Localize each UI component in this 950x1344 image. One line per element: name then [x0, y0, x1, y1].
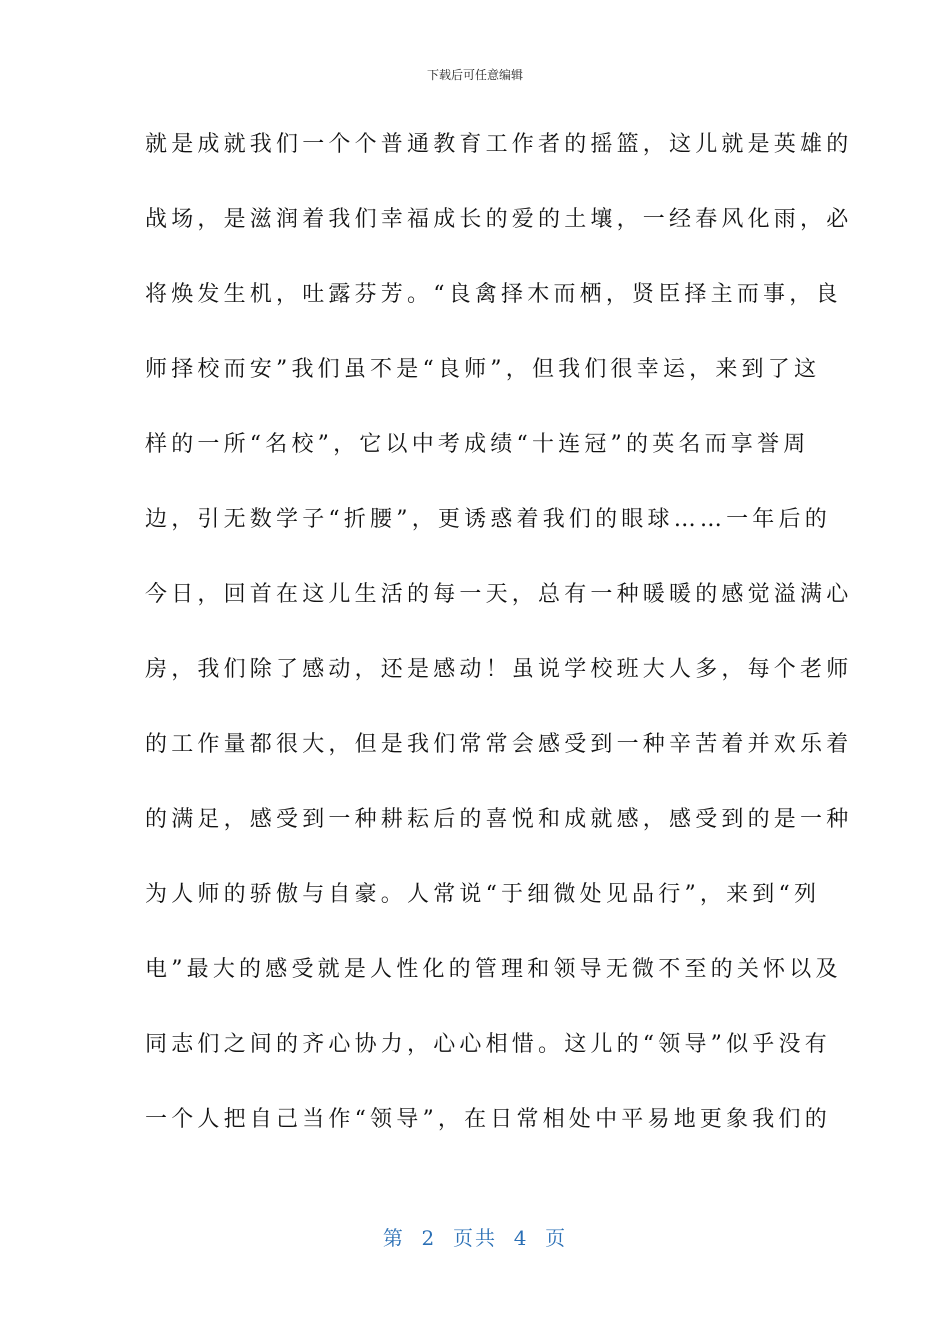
- text-line: 同志们之间的齐心协力，心心相惜。这儿的“领导”似乎没有: [145, 1032, 831, 1057]
- text-line: 房，我们除了感动，还是感动！虽说学校班大人多，每个老师: [145, 657, 853, 682]
- text-line: 师择校而安”我们虽不是“良师”，但我们很幸运，来到了这: [145, 357, 821, 382]
- text-line: 的工作量都很大，但是我们常常会感受到一种辛苦着并欢乐着: [145, 732, 853, 757]
- text-line: 样的一所“名校”，它以中考成绩“十连冠”的英名而享誉周: [145, 432, 810, 457]
- text-line: 的满足，感受到一种耕耘后的喜悦和成就感，感受到的是一种: [145, 807, 853, 832]
- page-number-footer: 第 2 页共 4 页: [382, 1226, 568, 1250]
- text-line: 将焕发生机，吐露芬芳。“良禽择木而栖，贤臣择主而事，良: [145, 282, 842, 307]
- text-line: 就是成就我们一个个普通教育工作者的摇篮，这儿就是英雄的: [145, 132, 853, 157]
- document-body: [145, 125, 853, 1175]
- text-line: 电”最大的感受就是人性化的管理和领导无微不至的关怀以及: [145, 957, 842, 982]
- text-line: 今日，回首在这儿生活的每一天，总有一种暖暖的感觉溢满心: [145, 582, 853, 607]
- text-line: 为人师的骄傲与自豪。人常说“于细微处见品行”，来到“列: [145, 882, 821, 907]
- page-header-note: 下载后可任意编辑: [426, 68, 523, 82]
- text-line: 一个人把自己当作“领导”，在日常相处中平易地更象我们的: [145, 1107, 831, 1132]
- text-line: 边，引无数学子“折腰”，更诱惑着我们的眼球……一年后的: [145, 507, 831, 532]
- text-line: 战场，是滋润着我们幸福成长的爱的土壤，一经春风化雨，必: [145, 207, 853, 232]
